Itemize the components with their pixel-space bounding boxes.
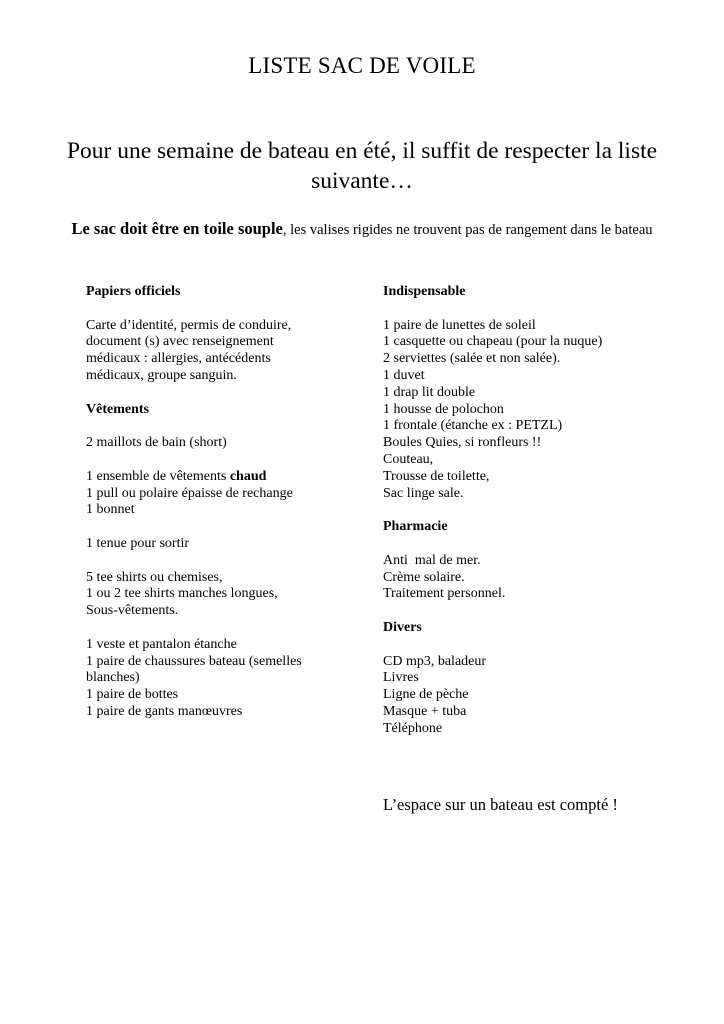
- list-item: Boules Quies, si ronfleurs !!: [383, 435, 542, 451]
- list-item: blanches): [86, 670, 140, 686]
- list-item: 1 paire de lunettes de soleil: [383, 317, 536, 333]
- list-item: 1 housse de polochon: [383, 401, 504, 417]
- section-heading-divers: Divers: [383, 619, 422, 635]
- list-item: Livres: [383, 670, 419, 686]
- list-item: 1 duvet: [383, 367, 425, 383]
- list-item: 1 tenue pour sortir: [86, 535, 190, 551]
- section-heading-papiers: Papiers officiels: [86, 284, 181, 299]
- list-item: 1 paire de gants manœuvres: [86, 703, 243, 719]
- list-item: CD mp3, baladeur: [383, 653, 487, 669]
- right-column: [383, 284, 643, 738]
- list-item: Sac linge sale.: [383, 485, 464, 501]
- list-item: Sous-vêtements.: [86, 603, 179, 619]
- list-item: Masque + tuba: [383, 703, 467, 719]
- ensemble-prefix: 1 ensemble de vêtements: [86, 468, 230, 484]
- page-title: LISTE SAC DE VOILE: [248, 53, 476, 78]
- list-item: Ligne de pèche: [383, 687, 469, 703]
- section-heading-vetements: Vêtements: [86, 401, 149, 417]
- footer-note: L’espace sur un bateau est compté !: [383, 795, 618, 814]
- list-item: Trousse de toilette,: [383, 468, 490, 484]
- list-item: 1 ou 2 tee shirts manches longues,: [86, 586, 278, 602]
- section-heading-pharmacie: Pharmacie: [383, 519, 448, 535]
- list-item: Traitement personnel.: [383, 586, 506, 602]
- list-item: 2 maillots de bain (short): [86, 435, 227, 451]
- papiers-text: Carte d’identité, permis de conduire, document (s) avec renseignement médicaux : allergies, antécédents médicaux, groupe sanguin.: [86, 317, 292, 383]
- list-item: Anti mal de mer.: [383, 552, 481, 568]
- list-item: 1 paire de chaussures bateau (semelles: [86, 653, 302, 669]
- section-heading-indispensable: Indispensable: [383, 284, 466, 299]
- intro-sentence: [0, 219, 724, 240]
- ensemble-bold: chaud: [229, 468, 267, 484]
- list-item: 1 bonnet: [86, 502, 135, 518]
- list-item: Couteau,: [383, 451, 434, 467]
- list-item: Téléphone: [383, 720, 443, 736]
- list-item: 1 frontale (étanche ex : PETZL): [383, 418, 563, 434]
- page-subtitle: Pour une semaine de bateau en été, il suffit de respecter la liste suivante…: [66, 138, 658, 194]
- left-column: [86, 284, 326, 721]
- list-item: Crème solaire.: [383, 569, 465, 585]
- list-item: 2 serviettes (salée et non salée).: [383, 351, 561, 367]
- list-item: 1 paire de bottes: [86, 687, 179, 703]
- list-item: 1 veste et pantalon étanche: [86, 636, 237, 652]
- list-item: 1 casquette ou chapeau (pour la nuque): [383, 334, 603, 350]
- list-item: [86, 469, 326, 486]
- list-item: 5 tee shirts ou chemises,: [86, 569, 223, 585]
- intro-rest: , les valises rigides ne trouvent pas de rangement dans le bateau: [282, 222, 653, 238]
- list-item: 1 pull ou polaire épaisse de rechange: [86, 485, 293, 501]
- list-item: 1 drap lit double: [383, 384, 476, 400]
- intro-bold: Le sac doit être en toile souple: [71, 219, 283, 238]
